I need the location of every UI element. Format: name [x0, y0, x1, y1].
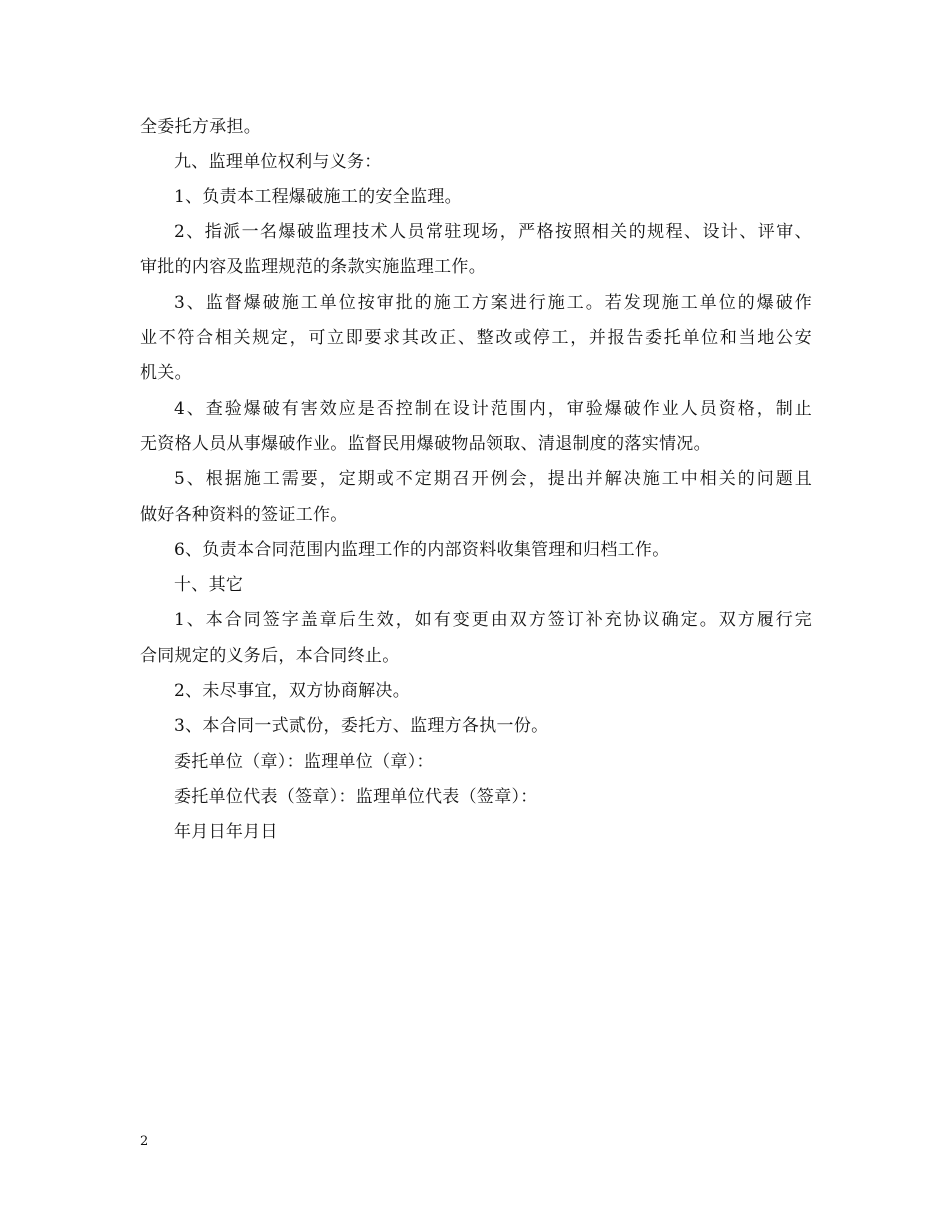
- section-heading: 十、其它: [174, 575, 244, 595]
- text-line: 5、根据施工需要，定期或不定期召开例会，提出并解决施工中相关的问题且: [174, 469, 812, 489]
- text-line: 1、负责本工程爆破施工的安全监理。: [174, 187, 462, 207]
- text-line: 6、负责本合同范围内监理工作的内部资料收集管理和归档工作。: [174, 540, 670, 560]
- signature-line: 委托单位代表（签章）：监理单位代表（签章）：: [174, 787, 538, 807]
- text-line: 无资格人员从事爆破作业。监督民用爆破物品领取、清退制度的落实情况。: [140, 434, 711, 454]
- text-line: 2、未尽事宜，双方协商解决。: [174, 681, 411, 701]
- page-number: 2: [140, 1134, 149, 1149]
- text-line: 2、指派一名爆破监理技术人员常驻现场，严格按照相关的规程、设计、评审、: [174, 222, 812, 242]
- text-line: 审批的内容及监理规范的条款实施监理工作。: [140, 257, 486, 277]
- text-line: 3、监督爆破施工单位按审批的施工方案进行施工。若发现施工单位的爆破作: [174, 293, 812, 313]
- section-heading: 九、监理单位权利与义务：: [174, 152, 382, 172]
- text-line: 机关。: [140, 363, 192, 383]
- text-line: 业不符合相关规定，可立即要求其改正、整改或停工，并报告委托单位和当地公安: [140, 328, 812, 348]
- text-line: 全委托方承担。: [140, 117, 262, 137]
- signature-line: 委托单位（章）：监理单位（章）：: [174, 752, 434, 772]
- text-line: 做好各种资料的签证工作。: [140, 505, 348, 525]
- text-line: 合同规定的义务后，本合同终止。: [140, 646, 400, 666]
- text-line: 3、本合同一式贰份，委托方、监理方各执一份。: [174, 716, 549, 736]
- text-line: 4、查验爆破有害效应是否控制在设计范围内，审验爆破作业人员资格，制止: [174, 399, 812, 419]
- date-line: 年月日年月日: [174, 822, 278, 842]
- text-line: 1、本合同签字盖章后生效，如有变更由双方签订补充协议确定。双方履行完: [174, 610, 812, 630]
